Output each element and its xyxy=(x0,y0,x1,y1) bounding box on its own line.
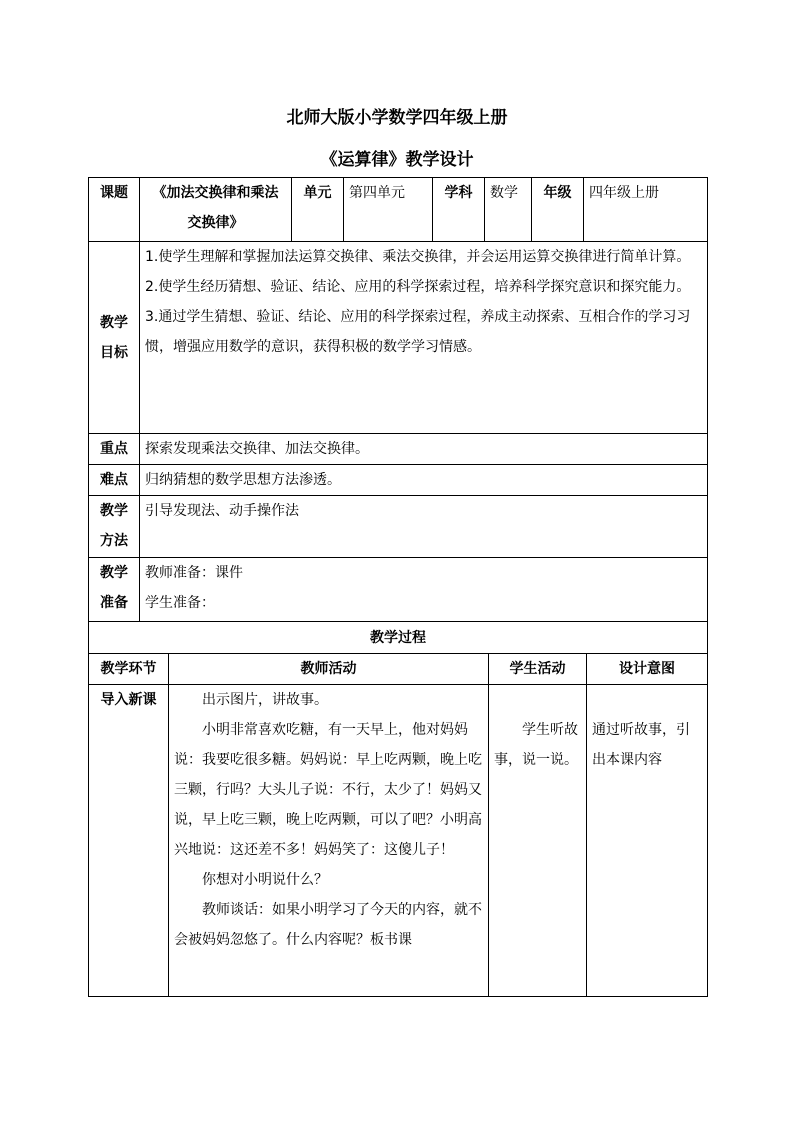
prep-label xyxy=(89,558,140,622)
subject-value: 数学 xyxy=(485,178,532,242)
prep-value xyxy=(140,558,708,622)
method-label-line-2: 方法 xyxy=(100,533,128,549)
topic-line-2: 交换律》 xyxy=(187,215,244,231)
grade-label: 年级 xyxy=(532,178,584,242)
teacher-activity xyxy=(169,685,489,997)
difficulty-value: 归纳猜想的数学思想方法渗透。 xyxy=(140,465,708,496)
prep-row xyxy=(89,558,708,622)
goals-content xyxy=(140,242,708,434)
intent-text: 通过听故事，引出本课内容 xyxy=(592,722,690,768)
teacher-paragraph: 你想对小明说什么？ xyxy=(202,872,328,888)
topic-line-1: 《加法交换律和乘法 xyxy=(152,185,279,201)
header-teacher: 教师活动 xyxy=(169,654,489,685)
header-intent: 设计意图 xyxy=(587,654,708,685)
document-title: 北师大版小学数学四年级上册 xyxy=(286,108,508,128)
document-subtitle: 《运算律》教学设计 xyxy=(320,150,474,170)
design-intent xyxy=(587,685,708,997)
prep-student: 学生准备： xyxy=(145,595,215,611)
teacher-paragraph: 教师谈话：如果小明学习了今天的内容，就不会被妈妈忽悠了。什么内容呢？板书课 xyxy=(174,902,482,948)
goal-item: 1.使学生理解和掌握加法运算交换律、乘法交换律，并会运用运算交换律进行简单计算。 xyxy=(145,249,691,265)
topic-label: 课题 xyxy=(89,178,140,242)
stage-cell: 导入新课 xyxy=(89,685,169,997)
topic-value xyxy=(140,178,292,242)
info-table xyxy=(88,177,708,622)
prep-label-line-2: 准备 xyxy=(100,595,128,611)
goals-label-line-1: 教学 xyxy=(100,314,128,331)
unit-value: 第四单元 xyxy=(344,178,433,242)
process-title-row xyxy=(89,622,708,654)
goals-row xyxy=(89,242,708,434)
method-row xyxy=(89,496,708,558)
prep-teacher: 教师准备：课件 xyxy=(145,565,243,581)
prep-label-line-1: 教学 xyxy=(100,565,128,581)
goal-item: 2.使学生经历猜想、验证、结论、应用的科学探索过程，培养科学探究意识和探究能力。 xyxy=(145,279,691,295)
key-value: 探索发现乘法交换律、加法交换律。 xyxy=(140,434,708,465)
key-row xyxy=(89,434,708,465)
goals-label-line-2: 目标 xyxy=(100,344,128,361)
method-label-line-1: 教学 xyxy=(100,503,128,519)
grade-value: 四年级上册 xyxy=(584,178,708,242)
topic-row xyxy=(89,178,708,242)
difficulty-row xyxy=(89,465,708,496)
header-student: 学生活动 xyxy=(489,654,587,685)
method-label xyxy=(89,496,140,558)
process-row xyxy=(89,685,708,997)
process-header-row xyxy=(89,654,708,685)
process-table xyxy=(88,621,708,997)
method-value: 引导发现法、动手操作法 xyxy=(140,496,708,558)
goals-label xyxy=(89,242,140,434)
key-label: 重点 xyxy=(89,434,140,465)
teacher-paragraph: 小明非常喜欢吃糖，有一天早上，他对妈妈说：我要吃很多糖。妈妈说：早上吃两颗，晚上吃三颗，行吗？大头儿子说：不行，太少了！妈妈又说，早上吃三颗，晚上吃两颗，可以了吧？小明高兴地说：这还差不多！妈妈笑了：这傻儿子！ xyxy=(174,722,482,858)
header-stage: 教学环节 xyxy=(89,654,169,685)
unit-label: 单元 xyxy=(292,178,344,242)
student-activity xyxy=(489,685,587,997)
subject-label: 学科 xyxy=(433,178,485,242)
difficulty-label: 难点 xyxy=(89,465,140,496)
student-text: 学生听故事，说一说。 xyxy=(494,722,578,768)
goal-item: 3.通过学生猜想、验证、结论、应用的科学探索过程，养成主动探索、互相合作的学习习惯，增强应用数学的意识，获得积极的数学学习情感。 xyxy=(145,309,691,355)
teacher-paragraph: 出示图片，讲故事。 xyxy=(202,692,328,708)
process-title: 教学过程 xyxy=(89,622,708,654)
